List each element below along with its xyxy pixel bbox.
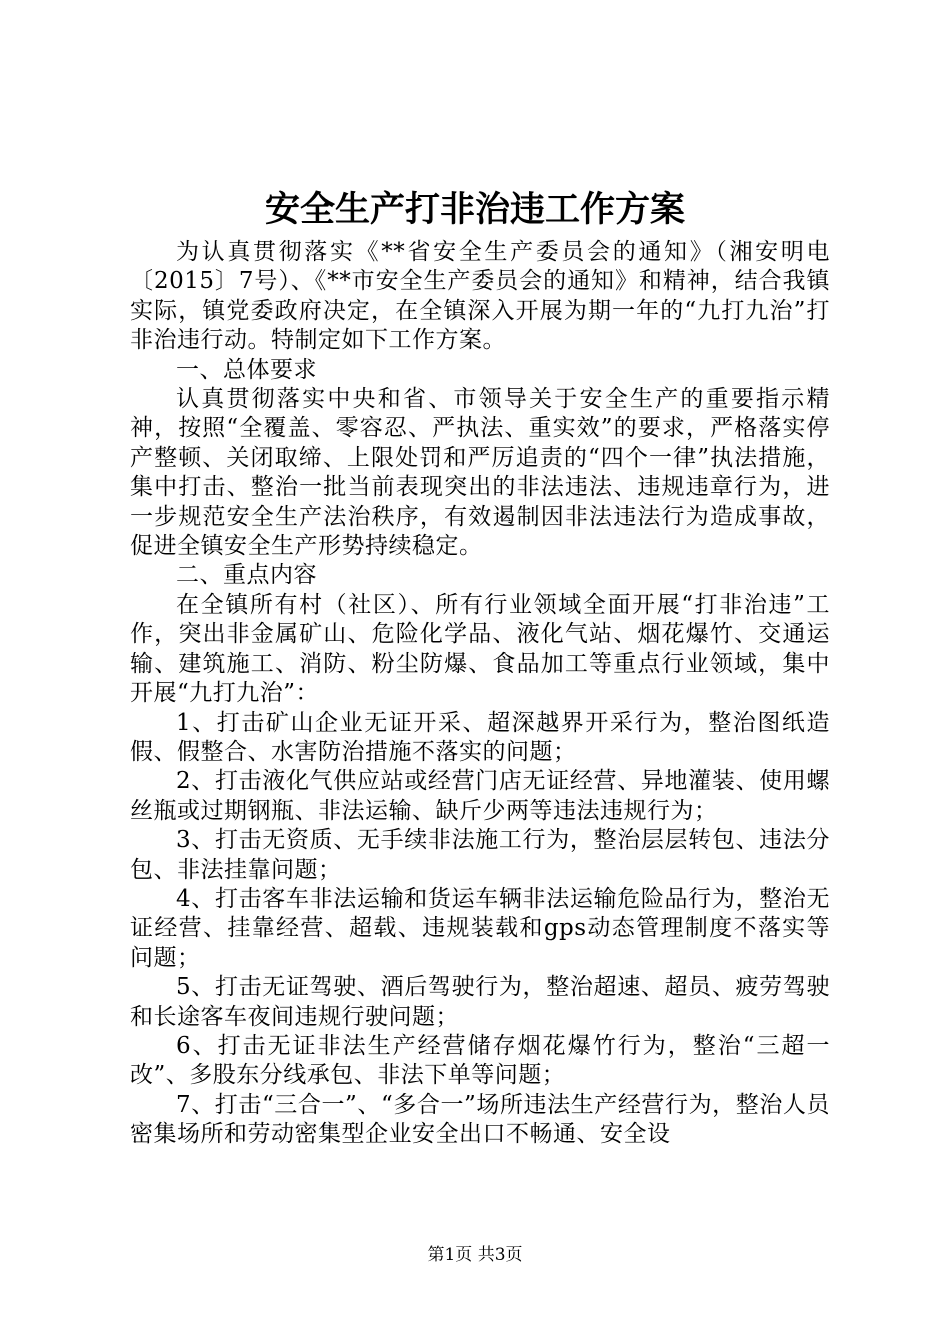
section-heading-key-content: 二、重点内容	[176, 562, 317, 589]
list-item-3: 3、打击无资质、无手续非法施工行为，整治层层转包、违法分包、非法挂靠问题；	[130, 827, 830, 883]
list-item-4: 4、打击客车非法运输和货运车辆非法运输危险品行为，整治无证经营、挂靠经营、超载、违规装载和gps动态管理制度不落实等问题；	[130, 885, 830, 971]
intro-paragraph: 为认真贯彻落实《**省安全生产委员会的通知》（湘安明电〔2015〕7号）、《**市安全生产委员会的通知》和精神，结合我镇实际，镇党委政府决定，在全镇深入开展为期一年的“九打九治”打非治违行动。特制定如下工作方案。	[130, 239, 830, 354]
list-item-5: 5、打击无证驾驶、酒后驾驶行为，整治超速、超员、疲劳驾驶和长途客车夜间违规行驶问题；	[130, 974, 830, 1030]
general-requirements-paragraph: 认真贯彻落实中央和省、市领导关于安全生产的重要指示精神，按照“全覆盖、零容忍、严执法、重实效”的要求，严格落实停产整顿、关闭取缔、上限处罚和严厉追责的“四个一律”执法措施，集中打击、整治一批当前表现突出的非法违法、违规违章行为，进一步规范安全生产法治秩序，有效遏制因非法违法行为造成事故，促进全镇安全生产形势持续稳定。	[130, 386, 830, 560]
list-item-2: 2、打击液化气供应站或经营门店无证经营、异地灌装、使用螺丝瓶或过期钢瓶、非法运输、缺斤少两等违法违规行为；	[130, 768, 830, 824]
section-heading-general-requirements: 一、总体要求	[176, 356, 317, 383]
document-title: 安全生产打非治违工作方案	[264, 189, 685, 230]
list-item-7: 7、打击“三合一”、“多合一”场所违法生产经营行为，整治人员密集场所和劳动密集型企业安全出口不畅通、安全设	[130, 1091, 830, 1148]
page-footer: 第1页 共3页	[427, 1245, 523, 1265]
list-item-6: 6、打击无证非法生产经营储存烟花爆竹行为，整治“三超一改”、多股东分线承包、非法下单等问题；	[130, 1032, 830, 1089]
document-body	[130, 238, 830, 1150]
list-item-1: 1、打击矿山企业无证开采、超深越界开采行为，整治图纸造假、假整合、水害防治措施不落实的问题；	[130, 709, 830, 765]
key-content-paragraph: 在全镇所有村（社区）、所有行业领域全面开展“打非治违”工作，突出非金属矿山、危险化学品、液化气站、烟花爆竹、交通运输、建筑施工、消防、粉尘防爆、食品加工等重点行业领域，集中开展“九打九治”：	[130, 591, 830, 707]
